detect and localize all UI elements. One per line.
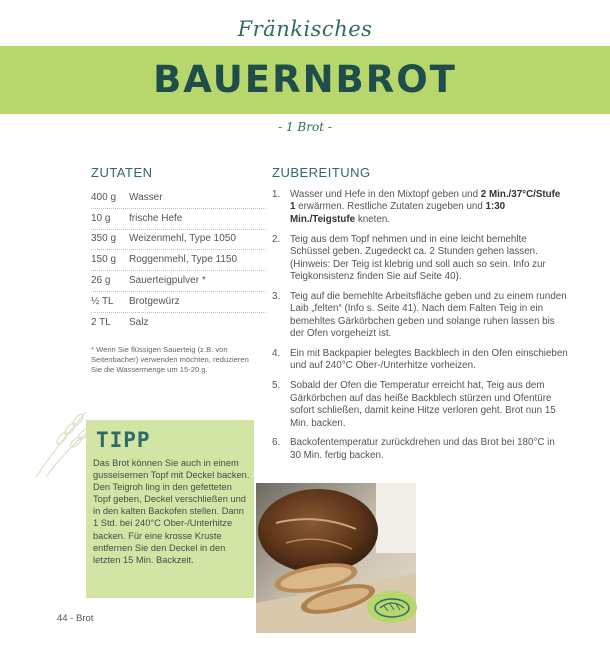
recipe-subtitle: Fränkisches [237, 17, 373, 41]
step-text [290, 380, 568, 430]
step-number: 1. [272, 189, 281, 200]
recipe-yield: - 1 Brot - [278, 120, 332, 134]
step-number: 4. [272, 347, 281, 359]
ingredient-quantity: 26 g [91, 275, 111, 287]
step-text [290, 291, 568, 341]
step-text-part: Ein mit Backpapier belegtes Backblech in den Ofen einschieben und auf 240°C Ober-/Unterhitze vorheizen. [290, 347, 568, 372]
step-emphasis: 2 Min./37°C/Stufe 1 [290, 189, 561, 213]
ingredients-list [91, 187, 266, 333]
step-emphasis: 1:30 Min./Teigstufe [290, 201, 506, 225]
step-text-part: erwärmen. Restliche Zutaten zugeben und [295, 201, 486, 213]
title-band [0, 46, 610, 114]
page-title: BAUERNBROT [153, 58, 457, 101]
ingredient-name: Roggenmehl, Type 1150 [129, 254, 238, 266]
ingredient-row [91, 291, 266, 312]
ingredient-divider [91, 270, 266, 271]
preparation-step [272, 291, 568, 341]
ingredient-row [91, 312, 266, 333]
page-footer: 44 - Brot [57, 613, 94, 624]
ingredient-name: Weizenmehl, Type 1050 [129, 233, 236, 245]
preparation-steps [272, 189, 568, 470]
preparation-step [272, 348, 568, 373]
ingredients-footnote: * Wenn Sie flüssigen Sauerteig (z.B. von Seitenbacher) verwenden möchten, reduzieren Sie die Wassermenge um 15-20 g. [91, 345, 249, 374]
bread-loaf-icon [366, 590, 418, 624]
ingredient-row [91, 270, 266, 291]
ingredient-row [91, 187, 266, 208]
ingredient-name: frische Hefe [129, 212, 183, 224]
ingredient-divider [91, 249, 266, 250]
ingredient-row [91, 249, 266, 270]
step-text [290, 348, 568, 373]
step-text-part: Teig auf die bemehlte Arbeitsfläche geben und zu einem runden Laib „felten“ (Info s. Seite 41). Nach dem Falten Teig in ein bemehltes Gärkörbchen geben und solange ruhen lassen bis der Ofen vorgeheizt ist. [290, 290, 567, 340]
ingredient-divider [91, 208, 266, 209]
preparation-step [272, 437, 568, 462]
ingredient-name: Wasser [129, 191, 163, 203]
ingredient-quantity: 2 TL [91, 316, 111, 328]
step-text-part: Teig aus dem Topf nehmen und in eine leicht bemehlte Schüssel geben. Zugedeckt ca. 2 Stunden gehen lassen. (Hinweis: Der Teig ist klebrig und soll auch so sein. Info zur Teigkonsistenz finden Sie auf Seite 40). [290, 233, 546, 282]
ingredients-heading: ZUTATEN [91, 165, 153, 180]
tip-title: TIPP [96, 428, 151, 452]
step-text-part: Sobald der Ofen die Temperatur erreicht hat, Teig aus dem Gärkörbchen auf das heiße Backblech stürzen und Ofentüre sofort schließen, damit keine Hitze verloren geht. Brot nun 15 Min. backen. [290, 380, 556, 429]
step-text-part: kneten. [355, 213, 390, 225]
ingredient-divider [91, 291, 266, 292]
ingredient-row [91, 208, 266, 229]
step-number: 6. [272, 437, 281, 449]
step-text [290, 437, 568, 462]
ingredient-divider [91, 312, 266, 313]
step-text [290, 189, 568, 226]
ingredient-name: Sauerteigpulver * [129, 275, 206, 287]
step-text [290, 234, 568, 284]
step-number: 2. [272, 233, 281, 245]
ingredient-quantity: 350 g [91, 233, 117, 245]
preparation-step [272, 189, 568, 226]
preparation-heading: ZUBEREITUNG [272, 165, 371, 180]
step-text-part: Wasser und Hefe in den Mixtopf geben und [290, 189, 481, 200]
ingredient-divider [91, 229, 266, 230]
ingredient-row [91, 229, 266, 250]
tip-text: Das Brot können Sie auch in einem gusseisernen Topf mit Deckel backen. Den Teigroh ling in den gefetteten Topf geben, Deckel verschließen und in den kalten Backofen stellen. Dann 1 Std. bei 240°C Ober-/Unterhitze backen. Für eine krosse Kruste entfernen Sie den Deckel in den letzten 15 Min. Backzeit. [93, 458, 250, 565]
ingredient-quantity: 150 g [91, 254, 117, 266]
ingredient-quantity: 400 g [91, 191, 117, 203]
ingredient-name: Salz [129, 316, 149, 328]
step-number: 3. [272, 290, 281, 302]
ingredient-name: Brotgewürz [129, 295, 180, 307]
ingredient-quantity: ½ TL [91, 295, 114, 307]
ingredient-quantity: 10 g [91, 212, 111, 224]
preparation-step [272, 380, 568, 430]
step-text-part: Backofentemperatur zurückdrehen und das Brot bei 180°C in 30 Min. fertig backen. [290, 437, 555, 461]
step-number: 5. [272, 380, 281, 392]
preparation-step [272, 234, 568, 284]
